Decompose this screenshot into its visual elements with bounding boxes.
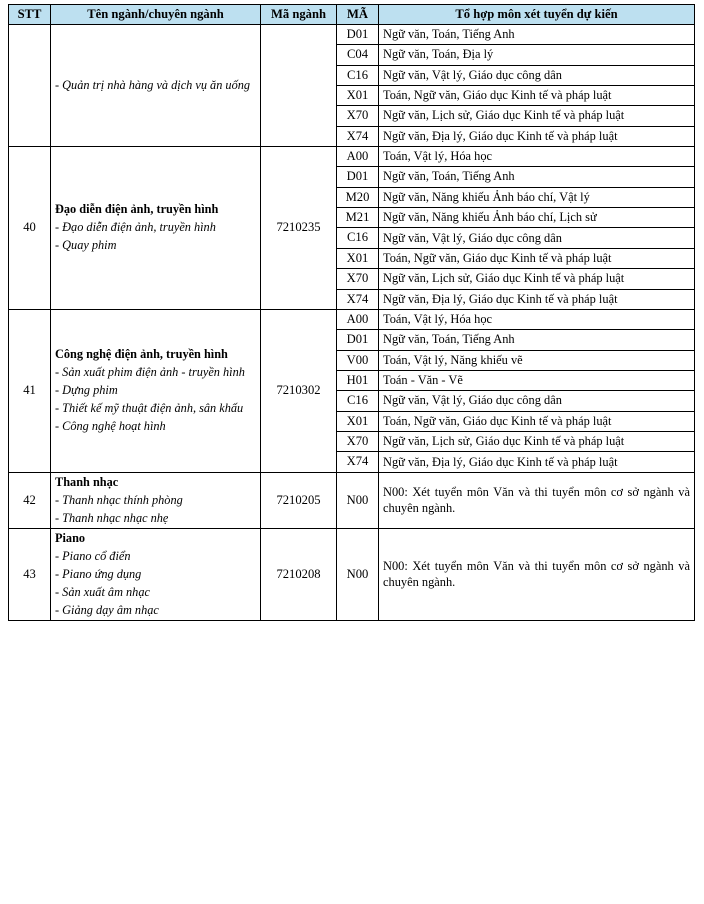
cell-subject-code: A00 — [337, 309, 379, 329]
cell-subject-combination: Ngữ văn, Năng khiếu Ảnh báo chí, Lịch sử — [379, 208, 695, 228]
cell-subject-combination: Toán, Ngữ văn, Giáo dục Kinh tế và pháp luật — [379, 411, 695, 431]
table-row — [9, 24, 695, 44]
specialization-item: - Quay phim — [55, 238, 117, 253]
cell-subject-combination: Ngữ văn, Địa lý, Giáo dục Kinh tế và pháp luật — [379, 452, 695, 472]
cell-subject-code: X74 — [337, 452, 379, 472]
cell-subject-code: X70 — [337, 432, 379, 452]
cell-subject-code: M21 — [337, 208, 379, 228]
table-row — [9, 147, 695, 167]
cell-stt: 43 — [9, 528, 51, 620]
cell-subject-combination: N00: Xét tuyển môn Văn và thi tuyển môn cơ sở ngành và chuyên ngành. — [379, 528, 695, 620]
cell-subject-combination: Ngữ văn, Toán, Địa lý — [379, 45, 695, 65]
cell-subject-combination: Ngữ văn, Lịch sử, Giáo dục Kinh tế và pháp luật — [379, 106, 695, 126]
header-combination: Tổ hợp môn xét tuyển dự kiến — [379, 5, 695, 25]
specialization-item: - Đạo diễn điện ảnh, truyền hình — [55, 220, 216, 235]
cell-subject-combination: Ngữ văn, Lịch sử, Giáo dục Kinh tế và pháp luật — [379, 432, 695, 452]
cell-subject-code: X70 — [337, 106, 379, 126]
specialization-item: - Dựng phim — [55, 383, 118, 398]
cell-major-id: 7210205 — [261, 472, 337, 528]
cell-subject-code: C04 — [337, 45, 379, 65]
table-header — [9, 5, 695, 25]
cell-subject-code: D01 — [337, 330, 379, 350]
cell-subject-combination: Ngữ văn, Toán, Tiếng Anh — [379, 330, 695, 350]
cell-subject-combination: Toán - Văn - Vẽ — [379, 370, 695, 390]
cell-stt: 42 — [9, 472, 51, 528]
cell-subject-combination: Ngữ văn, Năng khiếu Ảnh báo chí, Vật lý — [379, 187, 695, 207]
cell-subject-code: C16 — [337, 65, 379, 85]
cell-subject-code: M20 — [337, 187, 379, 207]
admissions-table — [8, 4, 695, 621]
major-title: Công nghệ điện ảnh, truyền hình — [55, 347, 228, 362]
cell-subject-combination: Ngữ văn, Địa lý, Giáo dục Kinh tế và pháp luật — [379, 126, 695, 146]
cell-major-name — [51, 472, 261, 528]
specialization-list — [55, 220, 256, 253]
header-code: MÃ — [337, 5, 379, 25]
cell-subject-combination: Toán, Vật lý, Hóa học — [379, 309, 695, 329]
major-title: Piano — [55, 530, 86, 545]
cell-subject-combination: Ngữ văn, Lịch sử, Giáo dục Kinh tế và pháp luật — [379, 269, 695, 289]
table-body — [9, 24, 695, 620]
header-major-name: Tên ngành/chuyên ngành — [51, 5, 261, 25]
cell-major-name — [51, 309, 261, 472]
table-row — [9, 472, 695, 528]
table-row — [9, 528, 695, 620]
specialization-list — [55, 493, 256, 526]
cell-subject-combination: Ngữ văn, Toán, Tiếng Anh — [379, 24, 695, 44]
cell-subject-code: X01 — [337, 411, 379, 431]
cell-subject-combination: Ngữ văn, Vật lý, Giáo dục công dân — [379, 65, 695, 85]
cell-major-id: 7210302 — [261, 309, 337, 472]
cell-subject-combination: Ngữ văn, Vật lý, Giáo dục công dân — [379, 391, 695, 411]
cell-subject-combination: N00: Xét tuyển môn Văn và thi tuyển môn cơ sở ngành và chuyên ngành. — [379, 472, 695, 528]
cell-subject-code: D01 — [337, 24, 379, 44]
cell-subject-combination: Ngữ văn, Toán, Tiếng Anh — [379, 167, 695, 187]
major-title: Đạo diễn điện ảnh, truyền hình — [55, 202, 219, 217]
cell-subject-combination: Toán, Vật lý, Năng khiếu vẽ — [379, 350, 695, 370]
cell-subject-combination: Toán, Ngữ văn, Giáo dục Kinh tế và pháp luật — [379, 248, 695, 268]
cell-major-name — [51, 147, 261, 310]
specialization-list — [55, 365, 256, 434]
cell-subject-code: X01 — [337, 248, 379, 268]
table-row — [9, 309, 695, 329]
specialization-item: - Thanh nhạc nhạc nhẹ — [55, 510, 169, 525]
cell-subject-code: C16 — [337, 228, 379, 248]
cell-subject-code: H01 — [337, 370, 379, 390]
cell-major-id — [261, 24, 337, 146]
specialization-list — [55, 78, 256, 93]
cell-subject-code: X74 — [337, 126, 379, 146]
cell-subject-code: X74 — [337, 289, 379, 309]
cell-subject-code: A00 — [337, 147, 379, 167]
cell-subject-combination: Ngữ văn, Địa lý, Giáo dục Kinh tế và pháp luật — [379, 289, 695, 309]
specialization-item: - Quản trị nhà hàng và dịch vụ ăn uống — [55, 77, 251, 92]
specialization-item: - Sản xuất âm nhạc — [55, 584, 150, 599]
specialization-item: - Thiết kế mỹ thuật điện ảnh, sân khấu — [55, 401, 244, 416]
specialization-item: - Thanh nhạc thính phòng — [55, 492, 183, 507]
major-title: Thanh nhạc — [55, 474, 119, 489]
specialization-item: - Sản xuất phim điện ảnh - truyền hình — [55, 365, 245, 380]
cell-major-id: 7210235 — [261, 147, 337, 310]
specialization-item: - Piano ứng dụng — [55, 566, 142, 581]
cell-subject-combination: Toán, Ngữ văn, Giáo dục Kinh tế và pháp luật — [379, 85, 695, 105]
header-major-id: Mã ngành — [261, 5, 337, 25]
cell-subject-combination: Ngữ văn, Vật lý, Giáo dục công dân — [379, 228, 695, 248]
cell-stt: 41 — [9, 309, 51, 472]
specialization-item: - Piano cổ điển — [55, 548, 131, 563]
header-row — [9, 5, 695, 25]
cell-subject-code: X01 — [337, 85, 379, 105]
cell-subject-combination: Toán, Vật lý, Hóa học — [379, 147, 695, 167]
cell-subject-code: N00 — [337, 472, 379, 528]
specialization-item: - Giảng dạy âm nhạc — [55, 602, 159, 617]
specialization-list — [55, 549, 256, 618]
cell-subject-code: D01 — [337, 167, 379, 187]
cell-subject-code: X70 — [337, 269, 379, 289]
cell-major-id: 7210208 — [261, 528, 337, 620]
header-stt: STT — [9, 5, 51, 25]
cell-subject-code: C16 — [337, 391, 379, 411]
specialization-item: - Công nghệ hoạt hình — [55, 419, 166, 434]
cell-major-name — [51, 24, 261, 146]
cell-stt: 40 — [9, 147, 51, 310]
cell-major-name — [51, 528, 261, 620]
cell-subject-code: N00 — [337, 528, 379, 620]
cell-stt — [9, 24, 51, 146]
cell-subject-code: V00 — [337, 350, 379, 370]
